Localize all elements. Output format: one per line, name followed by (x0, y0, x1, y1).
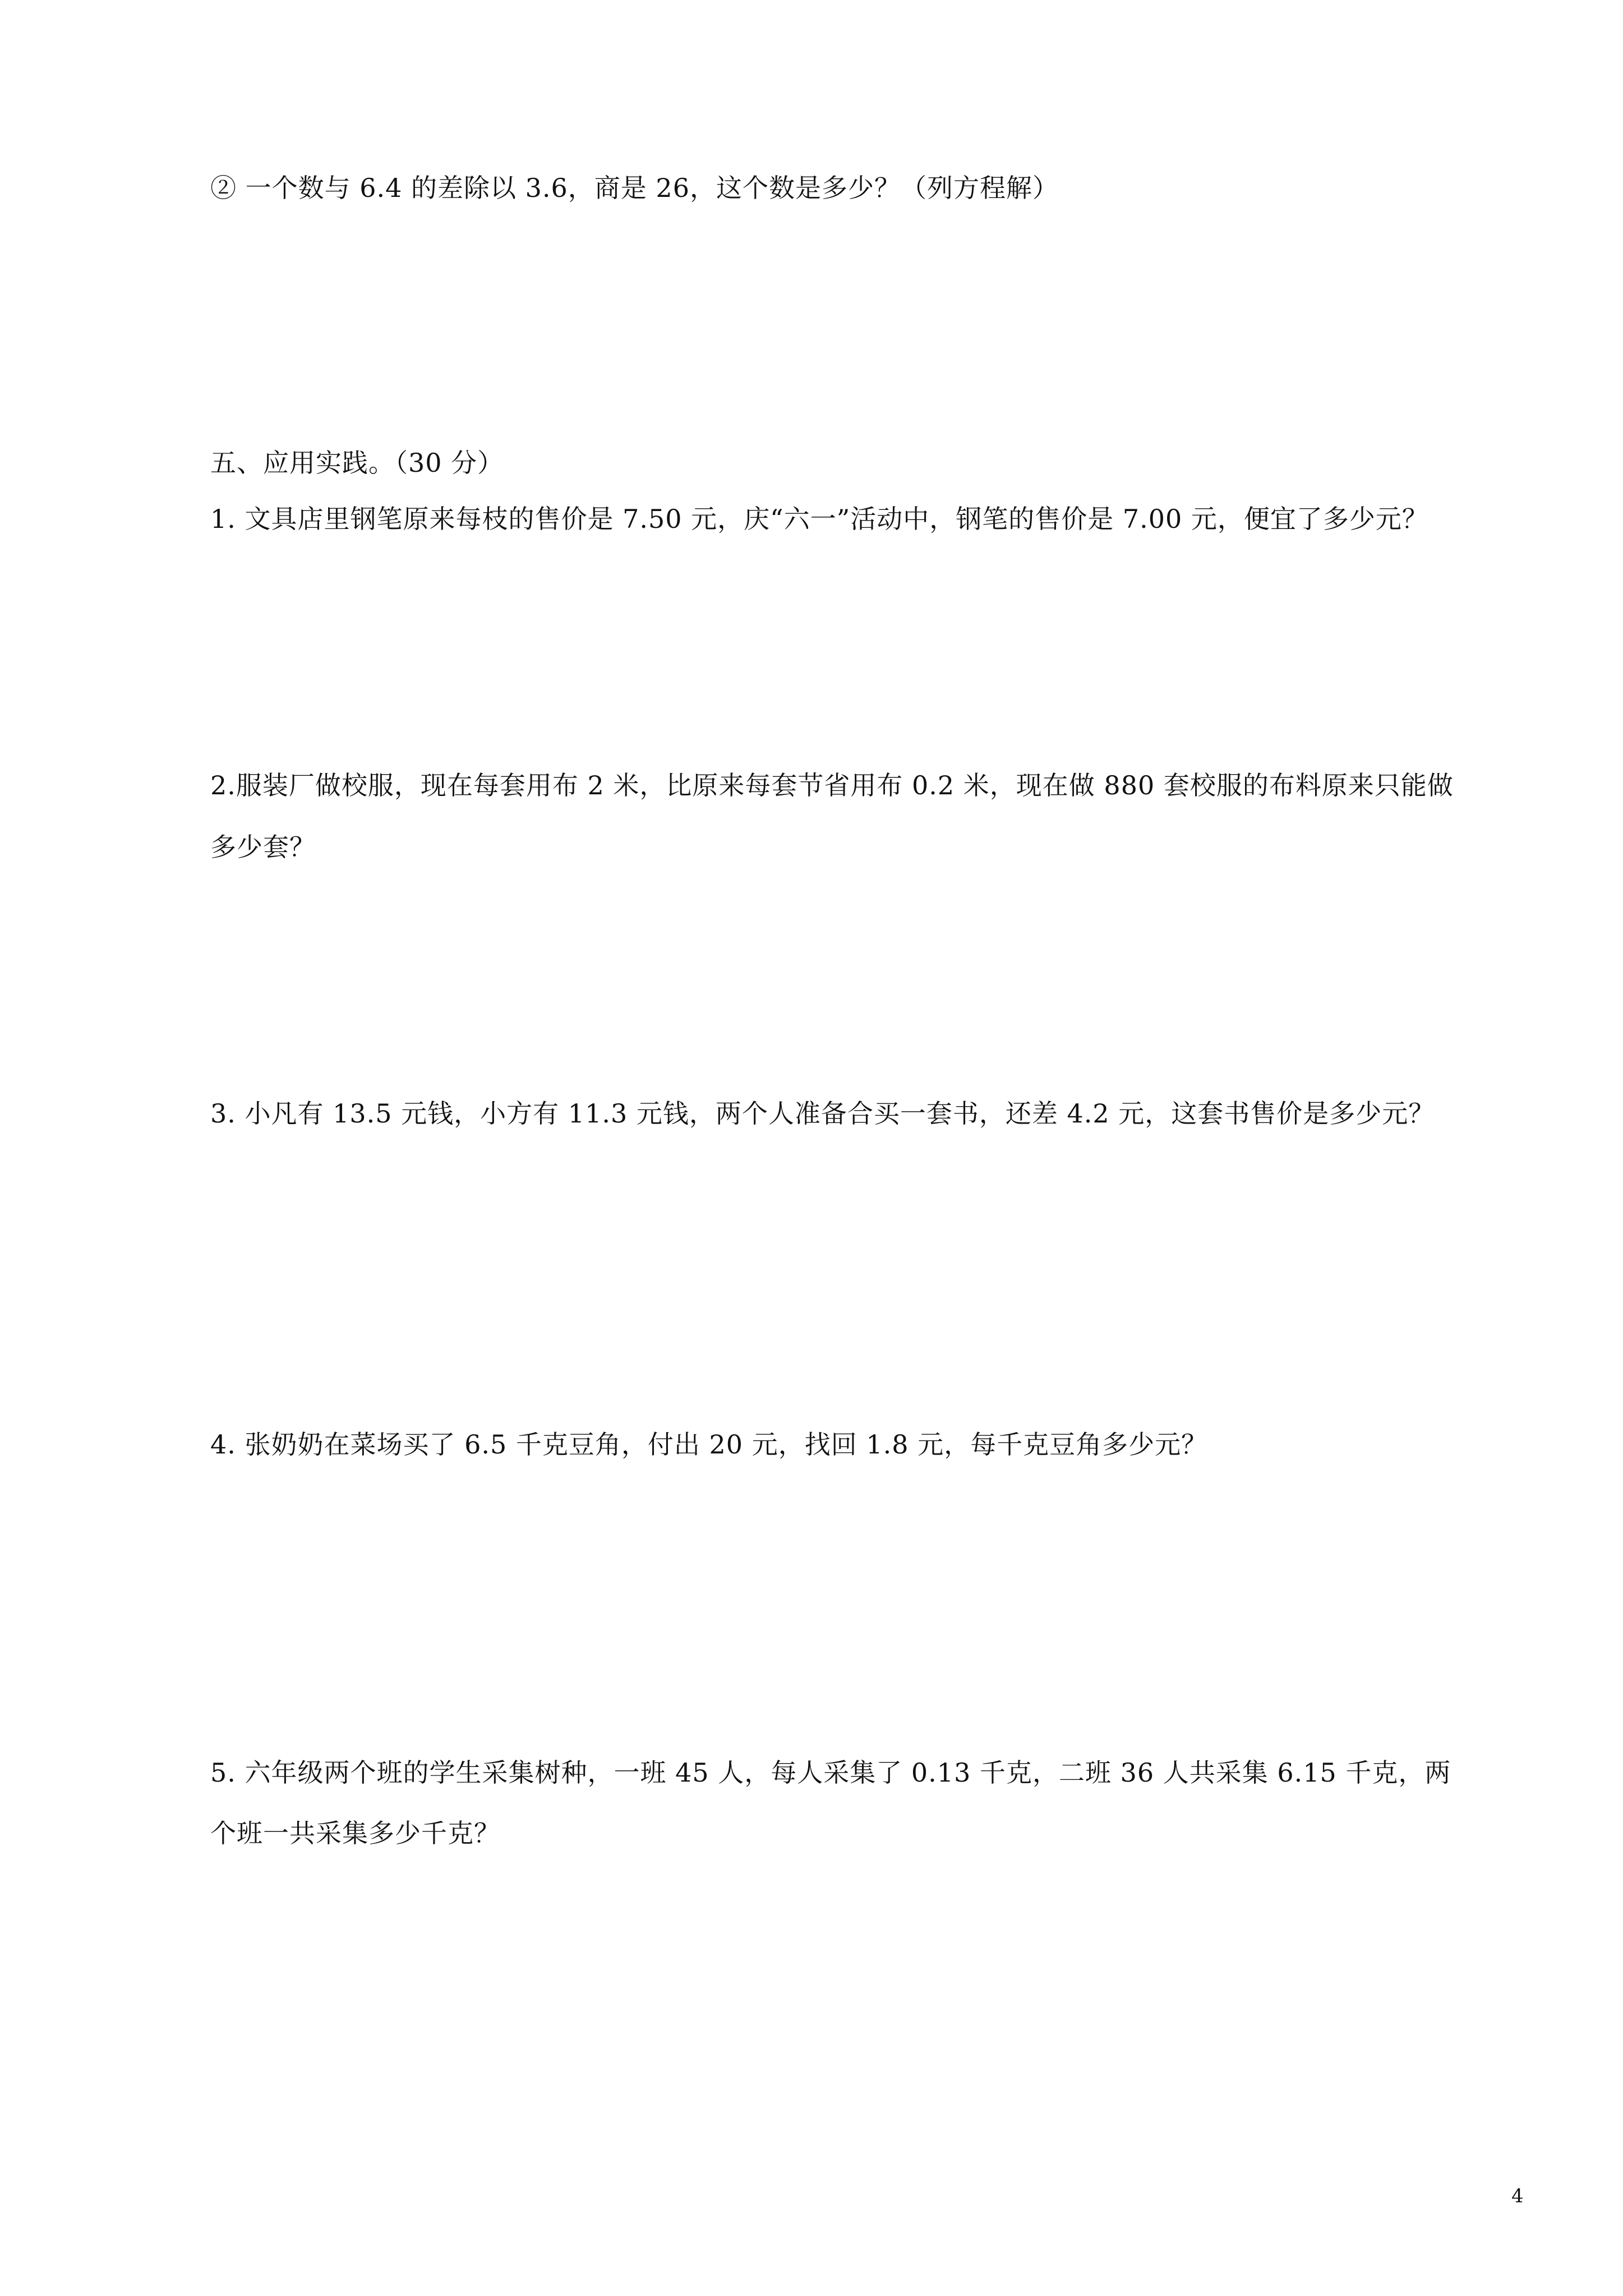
page-number: 4 (1511, 2185, 1524, 2207)
problem-3: 3. 小凡有 13.5 元钱，小方有 11.3 元钱，两个人准备合买一套书，还差 4.2 元，这套书售价是多少元？ (210, 1098, 1435, 1129)
problem-2-line-2: 多少套？ (210, 832, 316, 862)
problem-1: 1. 文具店里钢笔原来每枝的售价是 7.50 元，庆“六一”活动中，钢笔的售价是 7.00 元，便宜了多少元？ (210, 504, 1428, 534)
problem-5-line-2: 个班一共采集多少千克？ (210, 1818, 500, 1848)
problem-5-line-1: 5. 六年级两个班的学生采集树种，一班 45 人，每人采集了 0.13 千克，二班 36 人共采集 6.15 千克，两 (210, 1757, 1451, 1788)
section-5-title: 五、应用实践。（30 分） (210, 448, 504, 478)
question-circle-2: ② 一个数与 6.4 的差除以 3.6，商是 26，这个数是多少？（列方程解） (210, 173, 1059, 203)
problem-4: 4. 张奶奶在菜场买了 6.5 千克豆角，付出 20 元，找回 1.8 元，每千克豆角多少元？ (210, 1429, 1208, 1460)
problem-2-line-1: 2.服装厂做校服，现在每套用布 2 米，比原来每套节省用布 0.2 米，现在做 880 套校服的布料原来只能做 (210, 770, 1454, 800)
